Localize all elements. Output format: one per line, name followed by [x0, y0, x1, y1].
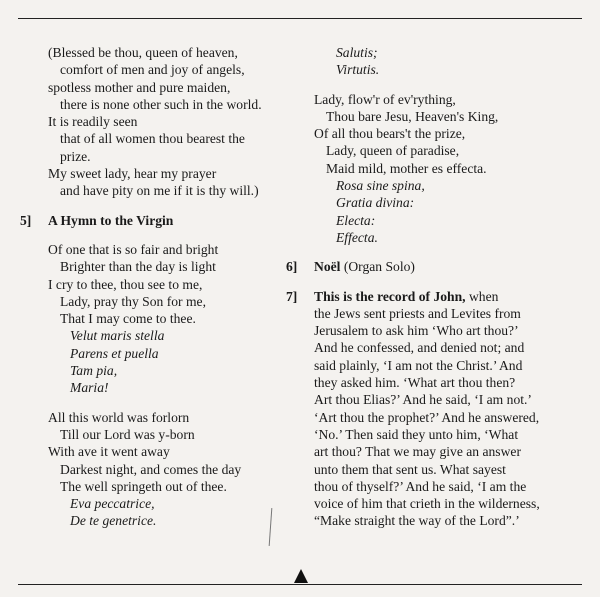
- section-7-line: [314, 357, 586, 374]
- section-6-number: 6]: [286, 259, 298, 275]
- top-rule: [18, 18, 582, 19]
- bottom-rule: [18, 584, 582, 585]
- intro-line: there is none other such in the world.: [60, 96, 262, 112]
- section-7-number: 7]: [286, 288, 298, 304]
- section-7-text-run: they asked him. ‘What art thou then?: [314, 375, 516, 391]
- stanza-2-line: The well springeth out of thee.: [60, 478, 227, 494]
- section-7-text-run: unto them that sent us. What sayest: [314, 461, 506, 477]
- section-6-heading: [286, 258, 586, 275]
- section-7-text-run: voice of him that crieth in the wilderness,: [314, 496, 540, 512]
- stanza-3: [314, 91, 586, 247]
- stanza-2-line: De te genetrice.: [70, 513, 157, 529]
- intro-line: prize.: [60, 148, 91, 164]
- stanza-1-line: Tam pia,: [70, 363, 118, 379]
- section-7-text-run: the Jews sent priests and Levites from: [314, 305, 521, 321]
- intro-line: comfort of men and joy of angels,: [60, 62, 245, 78]
- section-6-title: Noël: [314, 259, 341, 275]
- stanza-1-line: Lady, pray thy Son for me,: [60, 293, 206, 309]
- section-7-line: [314, 478, 586, 495]
- stanza-2-line: With ave it went away: [48, 444, 170, 460]
- stanza-1-line: I cry to thee, thou see to me,: [48, 276, 203, 292]
- section-7-line: [314, 443, 586, 460]
- left-column: [20, 44, 298, 530]
- section-7-text-run: ‘Art thou the prophet?’ And he answered,: [314, 409, 540, 425]
- stanza-3-line: Thou bare Jesu, Heaven's King,: [326, 108, 499, 124]
- section-7-line: [314, 339, 586, 356]
- section-7-text-run: art thou? That we may give an answer: [314, 444, 521, 460]
- section-7-text-run: said plainly, ‘I am not the Christ.’ And: [314, 357, 523, 373]
- stanza-1-line: Maria!: [70, 380, 109, 396]
- stanza-2-line: All this world was forlorn: [48, 409, 190, 425]
- right-column: [286, 44, 586, 530]
- stanza-3-line: Rosa sine spina,: [336, 178, 425, 194]
- intro-line: that of all women thou bearest the: [60, 131, 245, 147]
- section-7-text-run: when: [465, 288, 499, 304]
- stanza-3-line: Lady, queen of paradise,: [326, 143, 460, 159]
- section-5-heading: [20, 212, 298, 229]
- section-7-line: [314, 461, 586, 478]
- section-7-line: [314, 374, 586, 391]
- intro-line: It is readily seen: [48, 114, 138, 130]
- stanza-3-line: Gratia divina:: [336, 195, 415, 211]
- stanza-3-line: Lady, flow'r of ev'rything,: [314, 91, 456, 107]
- section-7-text-run: “Make straight the way of the Lord”.’: [314, 513, 520, 529]
- stanza-1-line: Velut maris stella: [70, 328, 165, 344]
- stanza-2-line: Eva peccatrice,: [70, 496, 155, 512]
- stanza-1-line: Parens et puella: [70, 345, 159, 361]
- section-7-line: [314, 391, 586, 408]
- stanza-2-ending: [314, 44, 586, 79]
- intro-translation: [48, 44, 298, 200]
- stanza-2: [48, 409, 298, 530]
- section-7: [286, 288, 586, 530]
- section-7-line: [314, 512, 586, 529]
- section-7-text-run: Jerusalem to ask him ‘Who art thou?’: [314, 323, 519, 339]
- section-7-line: [314, 322, 586, 339]
- stanza-1-line: Of one that is so fair and bright: [48, 241, 219, 257]
- triangle-marker-icon: [294, 569, 308, 583]
- section-5-title: A Hymn to the Virgin: [48, 212, 174, 228]
- intro-line: spotless mother and pure maiden,: [48, 79, 231, 95]
- stanza-3-line: Electa:: [336, 212, 376, 228]
- intro-line: My sweet lady, hear my prayer: [48, 166, 217, 182]
- intro-line: (Blessed be thou, queen of heaven,: [48, 45, 238, 60]
- stanza-1-line: Brighter than the day is light: [60, 259, 216, 275]
- section-7-text-run: thou of thyself?’ And he said, ‘I am the: [314, 478, 527, 494]
- section-7-line: [314, 288, 586, 305]
- section-7-line: [314, 426, 586, 443]
- section-7-line: [314, 409, 586, 426]
- section-7-text-run: Art thou Elias?’ And he said, ‘I am not.’: [314, 392, 532, 408]
- stanza-3-line: Effecta.: [336, 229, 378, 245]
- section-5-number: 5]: [20, 212, 32, 228]
- stanza-2-ending-line: Salutis;: [336, 45, 378, 60]
- stanza-2-line: Till our Lord was y-born: [60, 426, 195, 442]
- stanza-2-ending-line: Virtutis.: [336, 62, 380, 78]
- intro-line: and have pity on me if it is thy will.): [60, 183, 259, 199]
- stanza-3-line: Of all thou bears't the prize,: [314, 126, 466, 142]
- stanza-2-line: Darkest night, and comes the day: [60, 461, 242, 477]
- stanza-1: [48, 241, 298, 397]
- section-7-line: [314, 305, 586, 322]
- section-7-text-run: ‘No.’ Then said they unto him, ‘What: [314, 426, 519, 442]
- section-7-line: [314, 495, 586, 512]
- section-6-suffix: (Organ Solo): [340, 259, 415, 275]
- section-7-text-run: And he confessed, and denied not; and: [314, 340, 525, 356]
- section-7-title: This is the record of John,: [314, 288, 466, 304]
- stanza-3-line: Maid mild, mother es effecta.: [326, 160, 487, 176]
- section-7-text: [314, 288, 586, 530]
- stanza-1-line: That I may come to thee.: [60, 311, 196, 327]
